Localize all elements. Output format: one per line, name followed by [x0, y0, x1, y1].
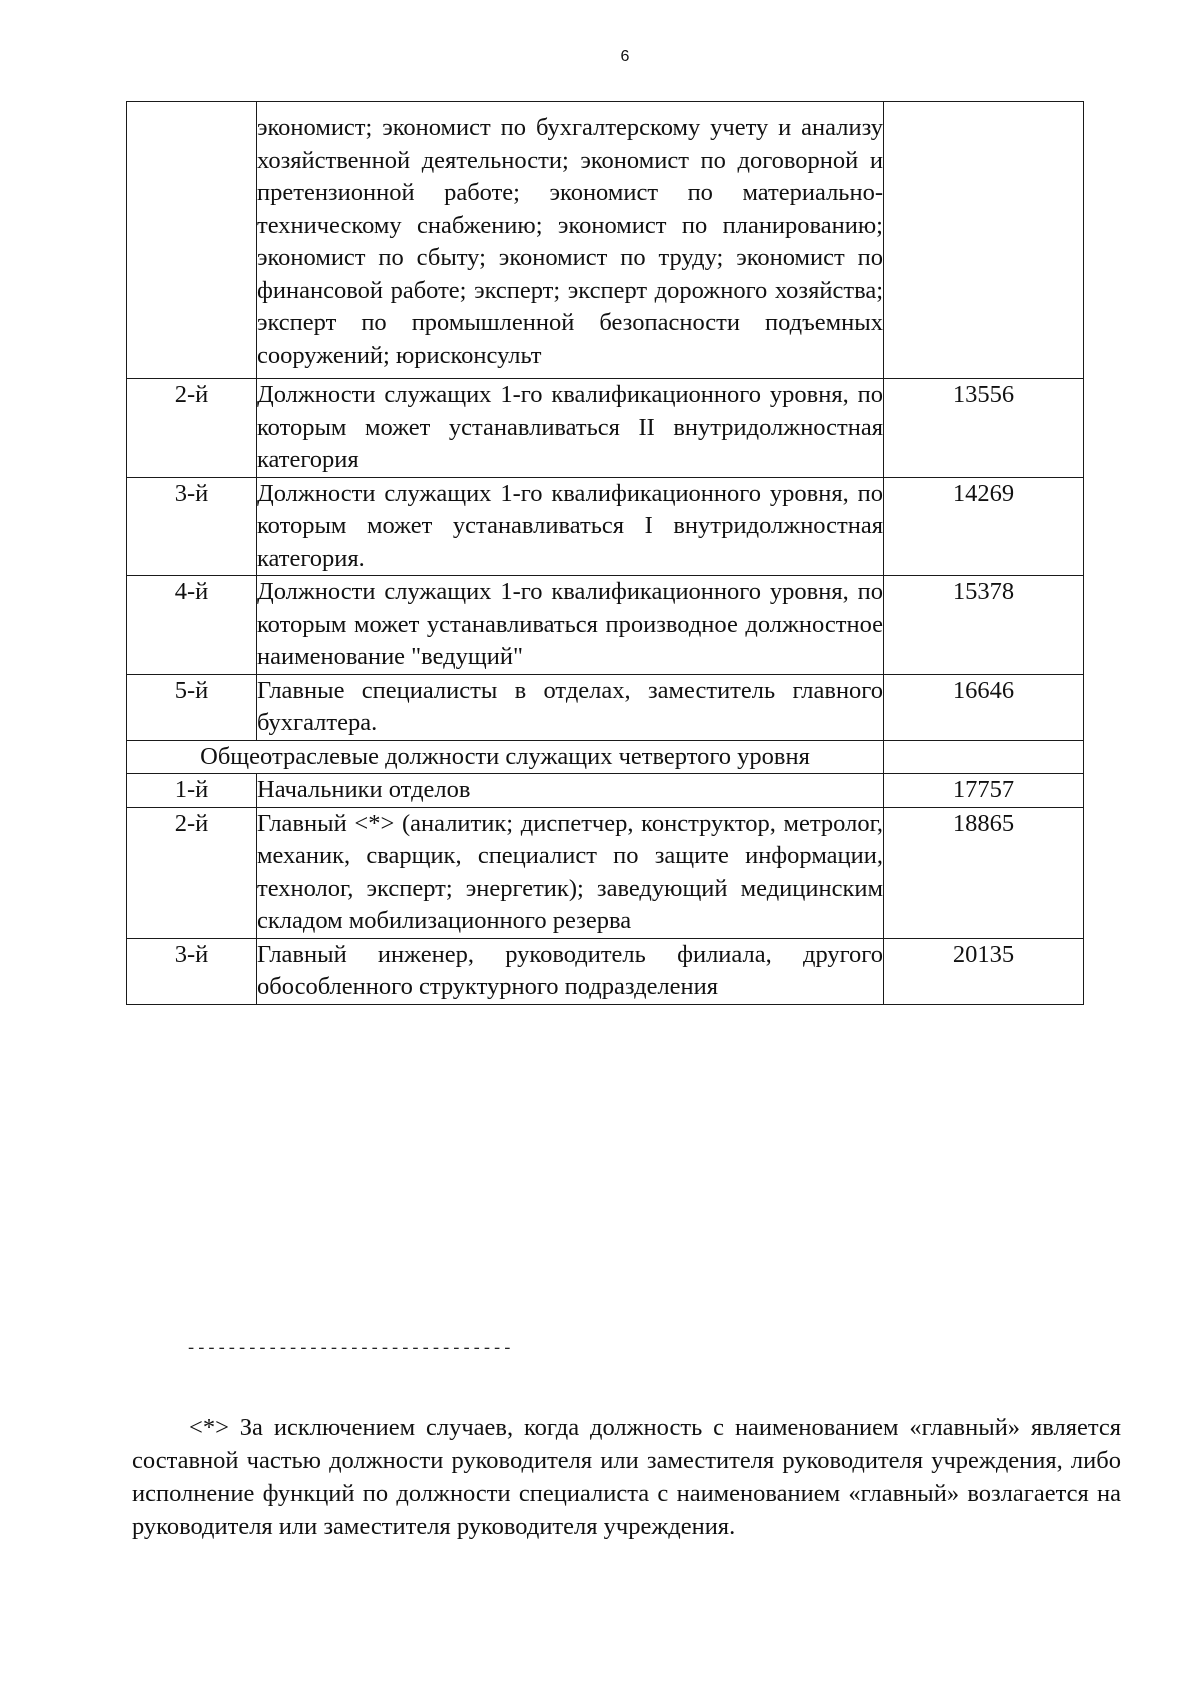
group-heading: Общеотраслевые должности служащих четвертого уровня [127, 740, 884, 774]
description-cell: Начальники отделов [257, 774, 884, 808]
table-row [127, 102, 1084, 379]
level-cell: 3-й [127, 938, 257, 1004]
level-cell: 1-й [127, 774, 257, 808]
table-row [127, 379, 1084, 478]
salary-cell: 17757 [884, 774, 1084, 808]
level-cell [127, 102, 257, 379]
salary-cell: 13556 [884, 379, 1084, 478]
level-cell: 3-й [127, 477, 257, 576]
description-cell: Должности служащих 1-го квалификационного уровня, по которым может устанавливаться производное должностное наименование "ведущий" [257, 576, 884, 675]
salary-cell: 16646 [884, 674, 1084, 740]
salary-cell: 15378 [884, 576, 1084, 675]
group-heading-row [127, 740, 1084, 774]
salary-cell [884, 102, 1084, 379]
description-cell: Главный инженер, руководитель филиала, другого обособленного структурного подразделения [257, 938, 884, 1004]
group-heading-empty-cell [884, 740, 1084, 774]
table-row [127, 576, 1084, 675]
description-cell: Главные специалисты в отделах, заместитель главного бухгалтера. [257, 674, 884, 740]
footnote-text: <*> За исключением случаев, когда должность с наименованием «главный» является составной частью должности руководителя или заместителя руководителя учреждения, либо исполнение функций по должности специалиста с наименованием «главный» возлагается на руководителя или заместителя руководителя учреждения. [132, 1413, 1121, 1540]
table-row [127, 774, 1084, 808]
description-cell: Должности служащих 1-го квалификационного уровня, по которым может устанавливаться II внутридолжностная категория [257, 379, 884, 478]
salary-cell: 20135 [884, 938, 1084, 1004]
level-cell: 4-й [127, 576, 257, 675]
level-cell: 2-й [127, 379, 257, 478]
footnote-divider: -------------------------------- [186, 1340, 513, 1359]
salary-cell: 18865 [884, 807, 1084, 938]
table-row [127, 807, 1084, 938]
description-cell: экономист; экономист по бухгалтерскому учету и анализу хозяйственной деятельности; экономист по договорной и претензионной работе; экономист по материально-техническому снабжению; экономист по планированию; экономист по сбыту; экономист по труду; экономист по финансовой работе; эксперт; эксперт дорожного хозяйства; эксперт по промышленной безопасности подъемных сооружений; юрисконсульт [257, 102, 884, 379]
table-row [127, 477, 1084, 576]
level-cell: 5-й [127, 674, 257, 740]
table-row [127, 938, 1084, 1004]
description-cell: Главный <*> (аналитик; диспетчер, конструктор, метролог, механик, сварщик, специалист по защите информации, технолог, эксперт; энергетик); заведующий медицинским складом мобилизационного резерва [257, 807, 884, 938]
page-number: 6 [620, 48, 630, 65]
level-cell: 2-й [127, 807, 257, 938]
table-row [127, 674, 1084, 740]
salary-table [126, 101, 1084, 1005]
salary-cell: 14269 [884, 477, 1084, 576]
description-cell: Должности служащих 1-го квалификационного уровня, по которым может устанавливаться I внутридолжностная категория. [257, 477, 884, 576]
